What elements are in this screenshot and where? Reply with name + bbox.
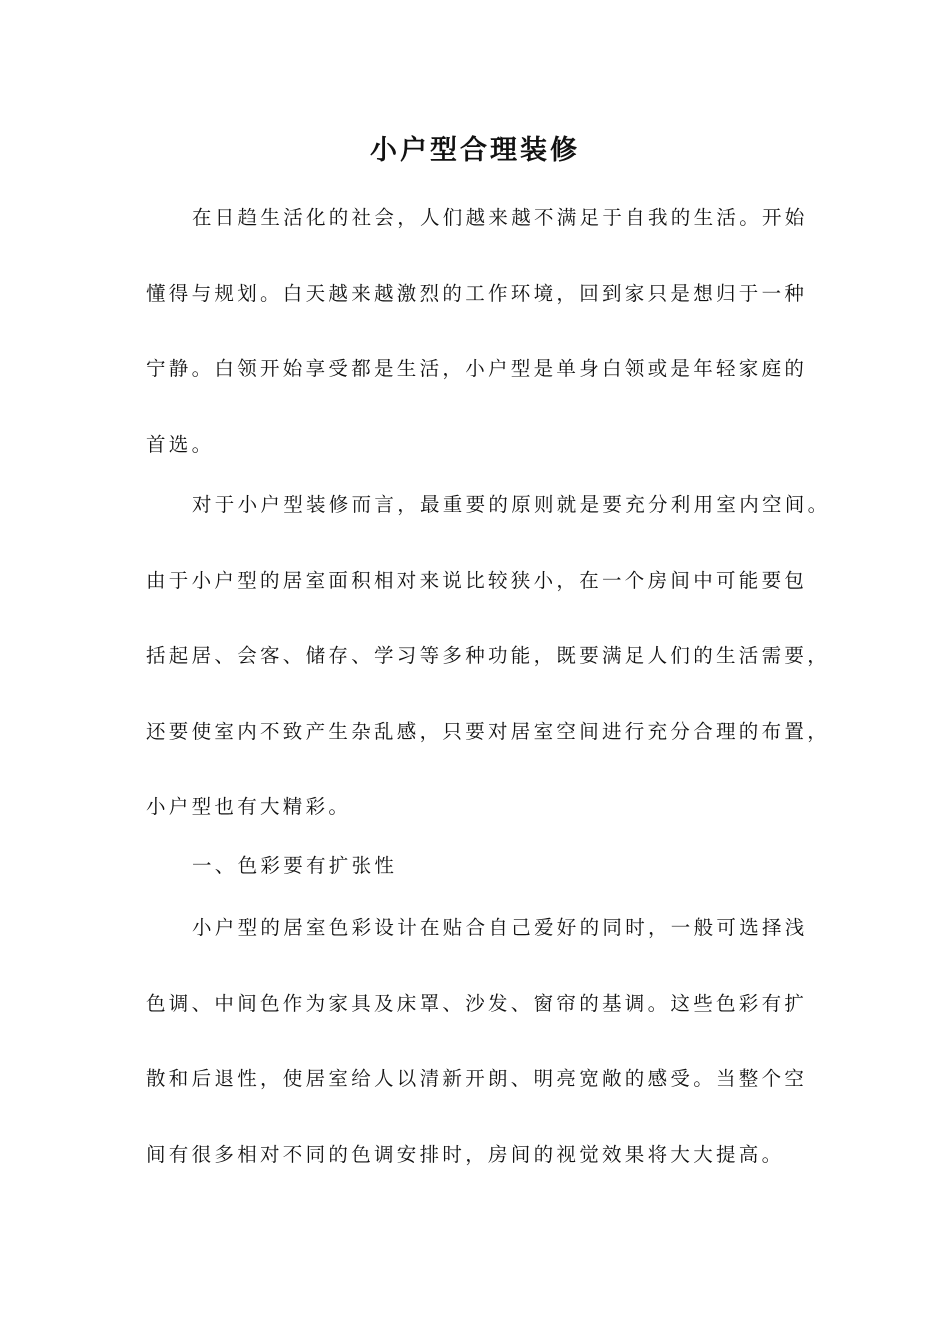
paragraph-line: 色调、中间色作为家具及床罩、沙发、窗帘的基调。这些色彩有扩	[146, 991, 808, 1015]
document-title: 小户型合理装修	[370, 135, 580, 166]
paragraph-color	[146, 890, 816, 1192]
paragraph-line: 间有很多相对不同的色调安排时，房间的视觉效果将大大提高。	[146, 1142, 785, 1166]
section-heading-text: 一、色彩要有扩张性	[192, 854, 398, 877]
paragraph-line: 小户型的居室色彩设计在贴合自己爱好的同时，一般可选择浅	[192, 916, 808, 939]
paragraph-line: 由于小户型的居室面积相对来说比较狭小，在一个房间中可能要包	[146, 568, 808, 592]
paragraph-line: 对于小户型装修而言，最重要的原则就是要充分利用室内空间。	[192, 493, 831, 516]
paragraph-line: 宁静。白领开始享受都是生活，小户型是单身白领或是年轻家庭的	[146, 357, 808, 380]
paragraph-line: 在日趋生活化的社会，人们越来越不满足于自我的生活。开始	[192, 206, 808, 229]
paragraph-line: 散和后退性，使居室给人以清新开朗、明亮宽敞的感受。当整个空	[146, 1067, 808, 1090]
paragraph-line: 小户型也有大精彩。	[146, 795, 352, 818]
paragraph-intro	[146, 180, 816, 482]
paragraph-principle	[146, 467, 831, 845]
paragraph-line: 括起居、会客、储存、学习等多种功能，既要满足人们的生活需要，	[146, 644, 831, 667]
paragraph-line: 还要使室内不致产生杂乱感，只要对居室空间进行充分合理的布置，	[146, 719, 831, 743]
paragraph-line: 懂得与规划。白天越来越激烈的工作环境，回到家只是想归于一种	[146, 281, 808, 305]
paragraph-line: 首选。	[146, 432, 215, 456]
